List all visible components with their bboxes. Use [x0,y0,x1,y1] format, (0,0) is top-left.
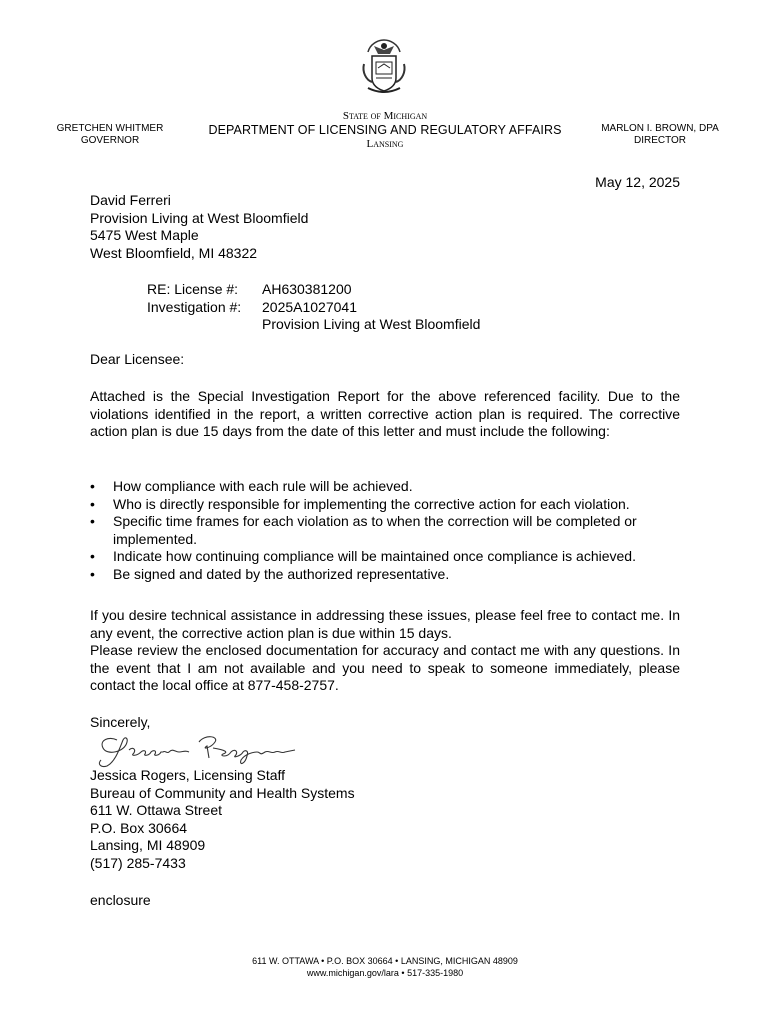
governor-name: GRETCHEN WHITMER [56,123,164,134]
closing: Sincerely, [90,714,151,730]
director-title: DIRECTOR [633,135,687,146]
recipient-city: West Bloomfield, MI 48322 [90,244,258,261]
recipient-address [90,192,308,262]
recipient-street: 5475 West Maple [90,227,199,243]
reference-block [147,281,480,334]
recipient-facility: Provision Living at West Bloomfield [90,209,309,226]
footer-contact: www.michigan.gov/lara • 517-335-1980 [306,968,464,978]
director-name: MARLON I. BROWN, DPA [601,123,719,134]
sender-name: Jessica Rogers, Licensing Staff [90,767,286,783]
list-item: • Be signed and dated by the authorized representative. [90,565,450,582]
department-name: DEPARTMENT OF LICENSING AND REGULATORY AFFAIRS [208,123,562,137]
sender-po-box: P.O. Box 30664 [90,819,188,836]
governor-title: GOVERNOR [80,135,140,146]
state-line: State of Michigan [342,110,428,122]
sender-block [90,767,355,872]
reference-facility: Provision Living at West Bloomfield [262,316,481,332]
list-item: • Indicate how continuing compliance will be maintained once compliance is achieved. [90,548,636,564]
list-item: • Specific time frames for each violation as to when the correction will be completed or implemented. [90,513,637,547]
list-item: • Who is directly responsible for implementing the corrective action for each violation. [90,495,630,512]
footer-address: 611 W. OTTAWA • P.O. BOX 30664 • LANSING, MICHIGAN 48909 [252,956,518,966]
sender-bureau: Bureau of Community and Health Systems [90,784,355,801]
paragraph-intro: Attached is the Special Investigation Report for the above referenced facility. Due to the violations identified in the report, a written corrective action plan is required. The corrective action plan is due 15 days from the date of this letter and must include the following: [90,388,680,439]
enclosure-note: enclosure [90,892,151,908]
sender-phone: (517) 285-7433 [90,854,186,871]
recipient-name: David Ferreri [90,192,171,208]
paragraph-assistance: If you desire technical assistance in addressing these issues, please feel free to contact me. In any event, the corrective action plan is due within 15 days. [90,607,680,641]
license-number: AH630381200 [262,281,352,297]
investigation-number: 2025A1027041 [262,298,357,315]
list-item: • How compliance with each rule will be achieved. [90,478,413,494]
investigation-label: Investigation #: [147,298,242,315]
salutation: Dear Licensee: [90,351,185,367]
license-label: RE: License #: [147,281,239,297]
director-block [585,123,735,147]
letter-date: May 12, 2025 [595,174,680,190]
sender-city: Lansing, MI 48909 [90,837,206,853]
governor-block [30,123,190,147]
city-line: Lansing [366,138,404,150]
requirements-list [90,478,690,583]
sender-street: 611 W. Ottawa Street [90,802,223,818]
state-seal-icon [360,38,408,96]
paragraph-review: Please review the enclosed documentation for accuracy and contact me with any questions. In the event that I am not available and you need to speak to someone immediately, please contact the local office at 877-458-2757. [90,642,680,693]
handwritten-signature [95,728,300,770]
